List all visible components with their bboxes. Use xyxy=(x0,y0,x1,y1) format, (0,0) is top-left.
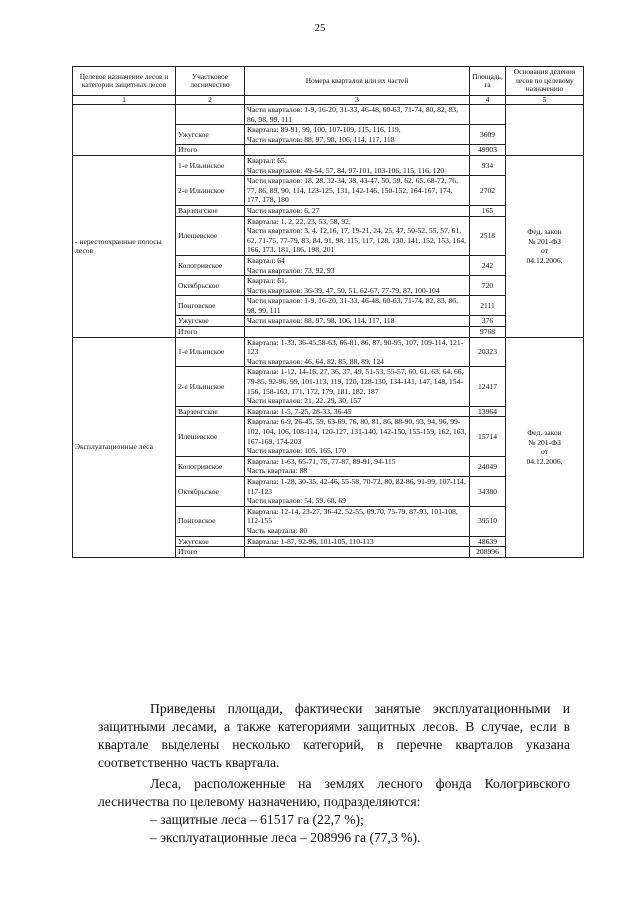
quarters-line: Квартала: 1-33, 36-45,58-63, 66-81, 86, 87, 90-95, 107, 109-114, 121-123 xyxy=(247,337,464,357)
column-number: 1 xyxy=(73,96,176,105)
quarters-line: Части кварталов: 21, 22, 29, 30, 157 xyxy=(247,396,362,406)
quarters-line: Часть квартала: 80 xyxy=(247,525,308,535)
forestry-cell: Кологривское xyxy=(176,255,245,275)
header-purpose: Целевое назначение лесов и категории защитных лесов xyxy=(73,67,176,96)
quarters-cell xyxy=(245,367,470,406)
forestry-cell xyxy=(176,105,245,125)
forest-division-table xyxy=(72,66,584,558)
forestry-cell: Октябрьское xyxy=(176,476,245,506)
quarters-cell xyxy=(245,506,470,536)
quarters-line: Квартала: 12-14, 23-27, 36-42, 52-55, 69,70, 75-79, 87-93, 101-108, 112-155 xyxy=(247,506,458,526)
area-cell: 376 xyxy=(470,316,506,327)
forestry-cell: 1-е Ильинское xyxy=(176,155,245,175)
quarters-cell xyxy=(245,536,470,547)
quarters-line: Квартал: 64 xyxy=(247,255,285,265)
forestry-cell: 2-е Ильинское xyxy=(176,176,245,206)
header-forestry: Участковое лесничество xyxy=(176,67,245,96)
quarters-line: Части кварталов: 46, 64, 82, 85, 88, 89, 124 xyxy=(247,356,384,366)
forestry-cell: Ужугское xyxy=(176,316,245,327)
basis-line: 04.12.2006, xyxy=(526,255,563,265)
basis-cell xyxy=(506,337,584,557)
forestry-cell: Ужугское xyxy=(176,125,245,145)
basis-line: 04.12.2006, xyxy=(526,456,563,466)
quarters-cell xyxy=(245,456,470,476)
quarters-cell xyxy=(245,327,470,338)
forestry-cell: Илешевское xyxy=(176,216,245,255)
quarters-cell xyxy=(245,145,470,156)
column-number: 2 xyxy=(176,96,245,105)
forestry-cell: Варзенгское xyxy=(176,205,245,216)
forest-category-cell: - нерестоохранные полосы лесов xyxy=(73,155,176,337)
area-cell: 9768 xyxy=(470,327,506,338)
quarters-line: Части кварталов: 54, 59, 68, 69 xyxy=(247,496,346,506)
area-cell: 24049 xyxy=(470,456,506,476)
table-row xyxy=(73,337,584,367)
quarters-cell xyxy=(245,406,470,417)
quarters-line: Квартал: 65, xyxy=(247,155,287,165)
quarters-line: Части кварталов: 105, 165, 170 xyxy=(247,446,346,456)
quarters-line: Квартала: 1-28, 30-35, 42-46, 55-58, 70-72, 80, 82-86, 91-99, 107-114, 117-123 xyxy=(247,476,466,496)
basis-line: № 201-ФЗ xyxy=(528,437,561,447)
basis-line: от xyxy=(540,246,548,256)
area-cell: 49903 xyxy=(470,145,506,156)
quarters-line: Квартала: 89-91, 99, 100, 107-109, 115, 116, 119, xyxy=(247,125,401,135)
quarters-line: Части кварталов: 1-9, 16-20, 31-33, 46-48, 60-63, 71-74, 82, 83, 86, 98, 99, 111 xyxy=(247,296,458,315)
quarters-line: Части кварталов: 6, 27 xyxy=(247,205,320,215)
forestry-cell: Ужугское xyxy=(176,536,245,547)
quarters-line: Квартала: 6-9, 26-45, 59, 63-69, 76, 80, 81, 86, 88-90, 93, 94, 96, 99-102, 104, 106, 108-114, 120-127, 131-140, 142-150, 155-159, 162, 163, 167-169, 174-203 xyxy=(247,417,467,446)
area-cell: 2518 xyxy=(470,216,506,255)
area-cell: 34380 xyxy=(470,476,506,506)
quarters-line: Части кварталов: 88, 97, 98, 106, 114, 117, 118 xyxy=(247,316,395,326)
basis-line: Фед. закон xyxy=(527,428,562,437)
quarters-line: Части кварталов: 18, 28, 32-34, 38, 43-47, 50, 59, 62, 65, 68-72, 76, 77, 86, 89, 90, 114, 123-125, 131, 142-146, 150-152, 164-167, 174, 177, 178, 180 xyxy=(247,176,458,205)
paragraph: Леса, расположенные на землях лесного фонда Кологривского лесничества по целевому назначению, подразделяются: xyxy=(98,776,570,809)
quarters-line: Части кварталов: 3, 4, 12,16, 17, 19-21, 24, 25, 47, 50-52, 55, 57, 61, 62, 71-75, 77-79, 83, 84, 91, 98, 115, 117, 128, 130, 141, 152, 153, 164, 166, 173, 181, 186, 198, 201 xyxy=(247,226,467,255)
quarters-cell xyxy=(245,316,470,327)
quarters-cell xyxy=(245,105,470,125)
basis-cell xyxy=(506,105,584,156)
quarters-line: Квартал: 61, xyxy=(247,276,287,286)
area-cell: 48639 xyxy=(470,536,506,547)
forestry-cell: 2-е Ильинское xyxy=(176,367,245,406)
body-text xyxy=(98,700,570,847)
forestry-cell: Итого xyxy=(176,145,245,156)
quarters-line: Квартала: 1-12, 14-16, 27, 36, 37, 49, 51-53, 55-57, 60, 61, 63, 64, 66, 79-85, 92-96, 99, 101-113, 119, 120, 128-130, 134-141, 147, 148, 154-156, 158-163, 171, 172, 179, 181, 182, 187 xyxy=(247,367,464,396)
quarters-line: Части кварталов: 73, 92, 93 xyxy=(247,265,335,275)
forestry-cell: 1-е Ильинское xyxy=(176,337,245,367)
quarters-line: Части кварталов: 36-39, 47, 50, 51, 62-67, 77-79, 87, 100-104 xyxy=(247,285,440,295)
forestry-cell: Понговское xyxy=(176,506,245,536)
quarters-line: Квартала: 1-5, 7-25, 28-33, 36-45 xyxy=(247,406,352,416)
quarters-line: Квартала: 1, 2, 22, 23, 53, 58, 92, xyxy=(247,216,351,226)
header-area: Площадь, га xyxy=(470,67,506,96)
area-cell: 934 xyxy=(470,155,506,175)
quarters-line: Части кварталов: 49-54, 57, 84, 97-101, 103-106, 115, 116, 120 xyxy=(247,165,445,175)
column-number: 3 xyxy=(245,96,470,105)
basis-line: Фед. закон xyxy=(527,227,562,237)
area-cell: 242 xyxy=(470,255,506,275)
quarters-line: Части кварталов: 88, 97, 98, 106, 114, 117, 118 xyxy=(247,134,395,144)
forestry-cell: Итого xyxy=(176,327,245,338)
quarters-cell xyxy=(245,296,470,316)
area-cell: 39510 xyxy=(470,506,506,536)
forest-category-cell: Эксплуатационные леса xyxy=(73,337,176,557)
quarters-cell xyxy=(245,417,470,456)
list-item: – эксплуатационные леса – 208996 га (77,3 %). xyxy=(150,830,421,845)
quarters-cell xyxy=(245,547,470,558)
header-quarters: Номера кварталов или их частей xyxy=(245,67,470,96)
table-body xyxy=(73,105,584,558)
paragraph: Приведены площади, фактически занятые эксплуатационными и защитными лесами, а также категориями защитных лесов. В случае, если в квартале выделены несколько категорий, в перечне кварталов указана соответственно часть квартала. xyxy=(98,701,570,770)
area-cell: 15714 xyxy=(470,417,506,456)
quarters-cell xyxy=(245,276,470,296)
column-number-row xyxy=(73,96,584,105)
quarters-line: Часть квартала: 88 xyxy=(247,466,308,476)
forestry-cell: Понговское xyxy=(176,296,245,316)
table-header-row xyxy=(73,67,584,96)
area-cell xyxy=(470,105,506,125)
area-cell: 720 xyxy=(470,276,506,296)
area-cell: 208996 xyxy=(470,547,506,558)
quarters-cell xyxy=(245,216,470,255)
quarters-cell xyxy=(245,337,470,367)
quarters-cell xyxy=(245,205,470,216)
forestry-cell: Октябрьское xyxy=(176,276,245,296)
basis-line: от xyxy=(540,447,548,457)
quarters-line: Квартала: 1-63, 65-71, 75, 77-87, 89-91, 94-115 xyxy=(247,456,396,466)
quarters-cell xyxy=(245,476,470,506)
page-number: 25 xyxy=(314,22,326,34)
area-cell: 2111 xyxy=(470,296,506,316)
quarters-cell xyxy=(245,125,470,145)
list-item: – защитные леса – 61517 га (22,7 %); xyxy=(150,812,364,827)
area-cell: 20323 xyxy=(470,337,506,367)
area-cell: 165 xyxy=(470,205,506,216)
column-number: 5 xyxy=(506,96,584,105)
table-row xyxy=(73,155,584,175)
column-number: 4 xyxy=(470,96,506,105)
table-row xyxy=(73,105,584,125)
quarters-line: Части кварталов: 1-9, 16-20, 31-33, 46-48, 60-63, 71-74, 80, 82, 83, 86, 98, 99, 111 xyxy=(247,105,458,124)
forestry-cell: Итого xyxy=(176,547,245,558)
quarters-cell xyxy=(245,155,470,175)
area-cell: 13964 xyxy=(470,406,506,417)
quarters-line: Квартала: 1-87, 92-96, 101-105, 110-113 xyxy=(247,536,374,546)
header-basis: Основания деления лесов по целевому назначению xyxy=(506,67,584,96)
forest-category-cell xyxy=(73,105,176,156)
basis-cell xyxy=(506,155,584,337)
forestry-cell: Илешевское xyxy=(176,417,245,456)
forestry-cell: Кологривское xyxy=(176,456,245,476)
forestry-cell: Варзенгское xyxy=(176,406,245,417)
area-cell: 12417 xyxy=(470,367,506,406)
basis-line: № 201-ФЗ xyxy=(528,236,561,246)
quarters-cell xyxy=(245,176,470,206)
quarters-cell xyxy=(245,255,470,275)
area-cell: 2702 xyxy=(470,176,506,206)
area-cell: 3609 xyxy=(470,125,506,145)
